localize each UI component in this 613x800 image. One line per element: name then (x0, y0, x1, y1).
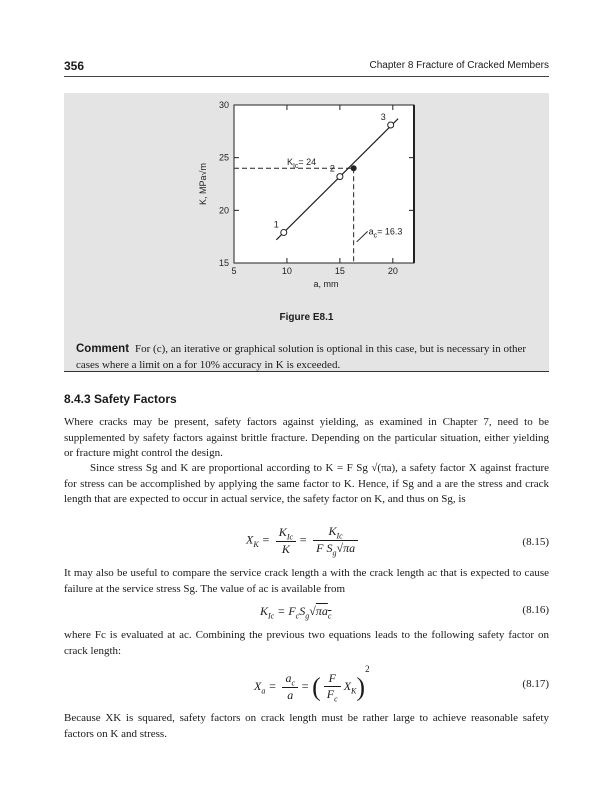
x-axis-label: a, mm (313, 279, 339, 289)
kic-annotation-value: = 24 (298, 157, 317, 168)
x-tick-label: 10 (281, 266, 292, 276)
data-point-label: 2 (329, 163, 335, 174)
plot-frame (234, 105, 414, 263)
data-point (281, 229, 287, 235)
x-tick-label: 20 (387, 266, 398, 276)
y-tick-label: 30 (218, 100, 229, 110)
data-point-label: 1 (273, 219, 279, 230)
y-tick-label: 20 (218, 205, 229, 216)
figure-chart (0, 0, 613, 330)
kic-annotation: $K_{Ic}= 24$ (286, 157, 317, 171)
equation-number: (8.17) (522, 678, 549, 690)
paragraph-4: where Fc is evaluated at ac. Combining the previous two equations leads to the following safety factor on crack length: (64, 629, 549, 657)
data-point (337, 174, 343, 180)
paragraph-5: Because XK is squared, safety factors on crack length must be rather large to achieve reasonable safety factors on K and stress. (64, 712, 549, 740)
comment-box (76, 341, 546, 373)
paragraph-2: Since stress Sg and K are proportional according to K = F Sg √(πa), a safety factor X against fracture for stress can be accomplished by applying the same factor to K. Hence, if Sg and a are the stress and crack length that are expected to occur in actual service, the safety factor on K, and thus on Sg, is (64, 462, 549, 505)
comment-text: For (c), an iterative or graphical solution is optional in this case, but is necessary in other cases where a limit on a for 10% accuracy in K is exceeded. (76, 343, 527, 371)
section-heading: 8.4.3 Safety Factors (64, 392, 177, 406)
x-tick-label: 15 (334, 266, 345, 276)
comment-label: Comment (76, 343, 130, 355)
critical-point (351, 165, 357, 171)
data-point-label: 3 (380, 112, 386, 123)
y-axis-label: K, MPa√m (198, 163, 208, 205)
y-tick-label: 25 (218, 152, 229, 163)
ac-annotation: $a_c= 16.3$ (368, 226, 403, 240)
paragraph-1: Where cracks may be present, safety factors against yielding, as examined in Chapter 7, need to be supplemented by safety factors against brittle fracture. Depending on the particular situation, either yielding or fracture might control the design. (64, 416, 549, 459)
equation-number: (8.16) (522, 604, 549, 616)
equation-8-17: $X_a$ = $\frac{a_c}{a}$ = ( $\frac{F}{F_c}$ $X_K)^2$ (8.17) (254, 664, 549, 704)
kic-annotation-sub: Ic (292, 163, 299, 171)
ac-annotation-value: = 16.3 (377, 226, 403, 237)
equation-8-15: $X_K$ = $\frac{K_{Ic}}{K}$ = $\frac{K_{Ic}}{F S_g√\pi a}$ (8.15) (246, 524, 549, 558)
equation-8-16: $K_{Ic} = F_cS_g√\pi a_c$ (8.16) (260, 604, 549, 621)
running-head: Chapter 8 Fracture of Cracked Members (369, 60, 549, 71)
x-tick-label: 5 (231, 266, 237, 276)
ac-annotation-sub: c (373, 232, 378, 240)
figure-caption: Figure E8.1 (279, 312, 334, 323)
y-tick-label: 15 (218, 258, 229, 268)
paragraph-3: It may also be useful to compare the service crack length a with the crack length ac that is expected to cause failure at the service stress Sg. The value of ac is available from (64, 567, 549, 595)
data-point (388, 122, 394, 128)
page-number: 356 (64, 59, 85, 73)
equation-number: (8.15) (522, 536, 549, 548)
